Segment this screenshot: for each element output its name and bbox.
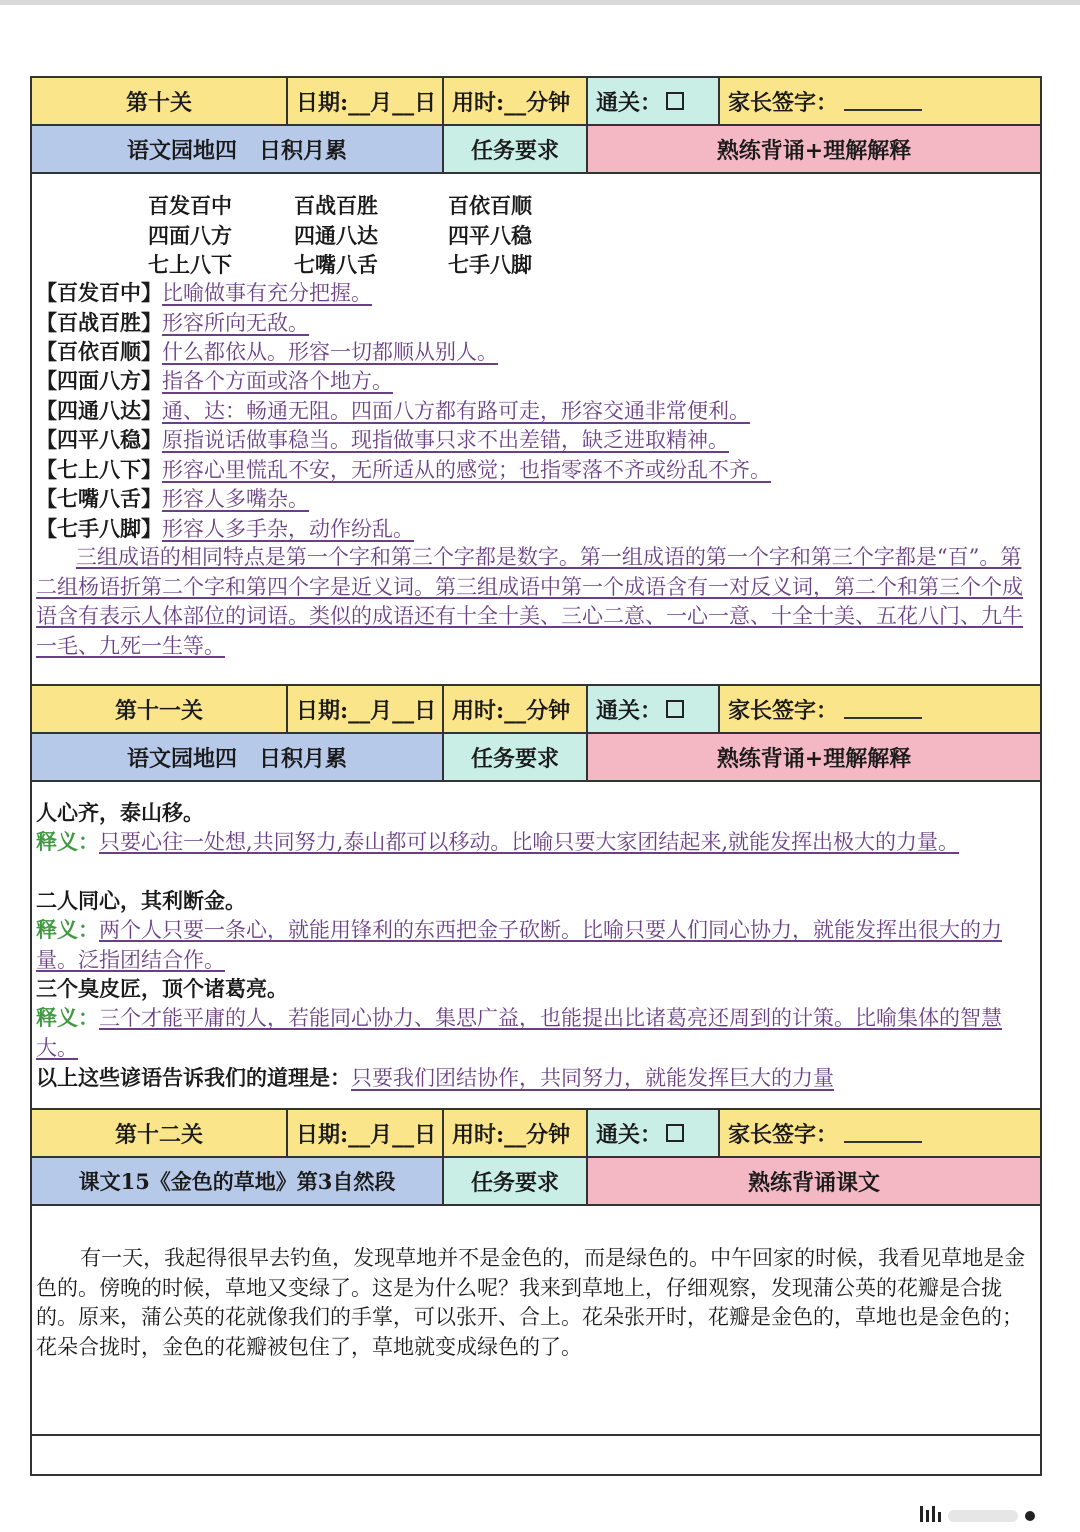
explanation-item [36, 425, 729, 454]
sign-line[interactable] [844, 91, 922, 111]
level10-header [32, 76, 1040, 124]
top-divider [0, 0, 1080, 5]
proverb: 三个臭皮匠，顶个诸葛亮。 [36, 976, 288, 1001]
idiom-meaning: 指各个方面或洛个地方。 [162, 369, 393, 393]
parent-sign-field [720, 1110, 1040, 1156]
level11-subheader [32, 732, 1040, 780]
parent-sign-field [720, 78, 1040, 124]
idiom-term: 【四面八方】 [36, 368, 162, 393]
idiom: 百发百中 [148, 193, 232, 218]
idiom: 七上八下 [148, 252, 232, 277]
pass-label: 通关： [596, 697, 663, 724]
date-field: 日期:__月__日 [288, 1110, 444, 1156]
explanation-text: 三个才能平庸的人，若能同心协力、集思广益，也能提出比诸葛亮还周到的计策。比喻集体的智慧大。 [36, 1006, 1002, 1060]
pass-field [588, 686, 720, 732]
level11-header [32, 684, 1040, 732]
proverb: 二人同心，其利断金。 [36, 888, 246, 913]
date-field: 日期:__月__日 [288, 686, 444, 732]
level11-content [32, 780, 1040, 1108]
idiom-term: 【百战百胜】 [36, 310, 162, 335]
summary-paragraph [36, 543, 1032, 661]
conclusion-prefix: 以上这些谚语告诉我们的道理是： [36, 1065, 351, 1090]
unit-title: 课文15《金色的草地》第3自然段 [32, 1158, 444, 1204]
level12-subheader [32, 1156, 1040, 1204]
sign-label: 家长签字： [728, 697, 839, 724]
idiom: 百战百胜 [294, 193, 378, 218]
sign-label: 家长签字： [728, 1121, 839, 1148]
proverb-explanation [36, 1003, 1032, 1063]
explanation-label: 释义： [36, 1005, 99, 1030]
idiom-term: 【百依百顺】 [36, 339, 162, 364]
explanation-item [36, 396, 750, 425]
idiom-meaning: 形容人多手杂，动作纷乱。 [162, 517, 414, 541]
explanation-item [36, 455, 771, 484]
proverb-explanation [36, 827, 1032, 858]
idiom: 四通八达 [294, 223, 378, 248]
pass-checkbox[interactable] [666, 1124, 684, 1142]
idiom: 七嘴八舌 [294, 252, 378, 277]
unit-title: 语文园地四 日积月累 [32, 126, 444, 172]
level10-content [32, 172, 1040, 684]
explanation-text: 两个人只要一条心，就能用锋利的东西把金子砍断。比喻只要人们同心协力，就能发挥出很大的力量。泛指团结合作。 [36, 918, 1002, 972]
pass-label: 通关： [596, 1121, 663, 1148]
proverb-explanation [36, 915, 1032, 975]
idiom-meaning: 比喻做事有充分把握。 [162, 281, 372, 305]
idiom-row [148, 220, 532, 250]
explanation-item [36, 514, 414, 543]
conclusion [36, 1063, 834, 1092]
idiom-term: 【七手八脚】 [36, 516, 162, 541]
idiom: 四面八方 [148, 223, 232, 248]
time-field: 用时:__分钟 [444, 686, 588, 732]
idiom-term: 【七上八下】 [36, 457, 162, 482]
idiom-meaning: 通、达：畅通无阻。四面八方都有路可走，形容交通非常便利。 [162, 399, 750, 423]
pass-checkbox[interactable] [666, 700, 684, 718]
explanation-label: 释义： [36, 917, 99, 942]
task-requirement: 熟练背诵+理解解释 [588, 126, 1040, 172]
sign-line[interactable] [844, 1123, 922, 1143]
idiom-meaning: 形容所向无敌。 [162, 311, 309, 335]
worksheet [30, 76, 1042, 1476]
explanation-item [36, 337, 498, 366]
level12-header [32, 1108, 1040, 1156]
explanation-item [36, 278, 372, 307]
parent-sign-field [720, 686, 1040, 732]
pass-field [588, 1110, 720, 1156]
idiom-term: 【四平八稳】 [36, 427, 162, 452]
idiom-meaning: 形容心里慌乱不安，无所适从的感觉；也指零落不齐或纷乱不齐。 [162, 458, 771, 482]
level-title: 第十一关 [32, 686, 288, 732]
level12-content [32, 1204, 1040, 1434]
idiom-term: 【七嘴八舌】 [36, 486, 162, 511]
date-field: 日期:__月__日 [288, 78, 444, 124]
time-field: 用时:__分钟 [444, 78, 588, 124]
level-title: 第十二关 [32, 1110, 288, 1156]
level-title: 第十关 [32, 78, 288, 124]
idiom-meaning: 形容人多嘴杂。 [162, 487, 309, 511]
idiom-meaning: 原指说话做事稳当。现指做事只求不出差错，缺乏进取精神。 [162, 428, 729, 452]
blank-row [32, 1434, 1040, 1474]
conclusion-text: 只要我们团结协作，共同努力，就能发挥巨大的力量 [351, 1066, 834, 1090]
idiom-term: 【百发百中】 [36, 280, 162, 305]
idiom-row [148, 190, 532, 220]
summary-text: 三组成语的相同特点是第一个字和第三个字都是数字。第一组成语的第一个字和第三个字都是“百”。第二组杨语折第二个字和第四个字是近义词。第三组成语中第一个成语含有一对反义词，第二个和第三个个成语含有表示人体部位的词语。类似的成语还有十全十美、三心二意、一心一意、十全十美、五花八门、九牛一毛、九死一生等。 [36, 545, 1023, 658]
level10-subheader [32, 124, 1040, 172]
task-label: 任务要求 [444, 734, 588, 780]
pass-checkbox[interactable] [666, 92, 684, 110]
task-label: 任务要求 [444, 1158, 588, 1204]
explanation-item [36, 366, 393, 395]
passage: 有一天，我起得很早去钓鱼，发现草地并不是金色的，而是绿色的。中午回家的时候，我看见草地是金色的。傍晚的时候，草地又变绿了。这是为什么呢？我来到草地上，仔细观察，发现蒲公英的花瓣是合拢的。原来，蒲公英的花就像我们的手掌，可以张开、合上。花朵张开时，花瓣是金色的，草地也是金色的；花朵合拢时，金色的花瓣被包住了，草地就变成绿色的了。 [36, 1246, 1026, 1359]
time-field: 用时:__分钟 [444, 1110, 588, 1156]
idiom-term: 【四通八达】 [36, 398, 162, 423]
sign-label: 家长签字： [728, 89, 839, 116]
pass-field [588, 78, 720, 124]
pass-label: 通关： [596, 89, 663, 116]
watermark-icon [914, 1502, 1044, 1526]
idiom: 百依百顺 [448, 193, 532, 218]
explanation-item [36, 308, 309, 337]
idiom: 七手八脚 [448, 252, 532, 277]
sign-line[interactable] [844, 699, 922, 719]
proverb: 人心齐，泰山移。 [36, 800, 204, 825]
idiom-row [148, 249, 532, 279]
explanation-item [36, 484, 309, 513]
explanation-label: 释义： [36, 829, 99, 854]
task-requirement: 熟练背诵+理解解释 [588, 734, 1040, 780]
idiom-meaning: 什么都依从。形容一切都顺从别人。 [162, 340, 498, 364]
idiom: 四平八稳 [448, 223, 532, 248]
unit-title: 语文园地四 日积月累 [32, 734, 444, 780]
task-requirement: 熟练背诵课文 [588, 1158, 1040, 1204]
explanation-text: 只要心往一处想,共同努力,泰山都可以移动。比喻只要大家团结起来,就能发挥出极大的力量。 [99, 830, 960, 854]
task-label: 任务要求 [444, 126, 588, 172]
